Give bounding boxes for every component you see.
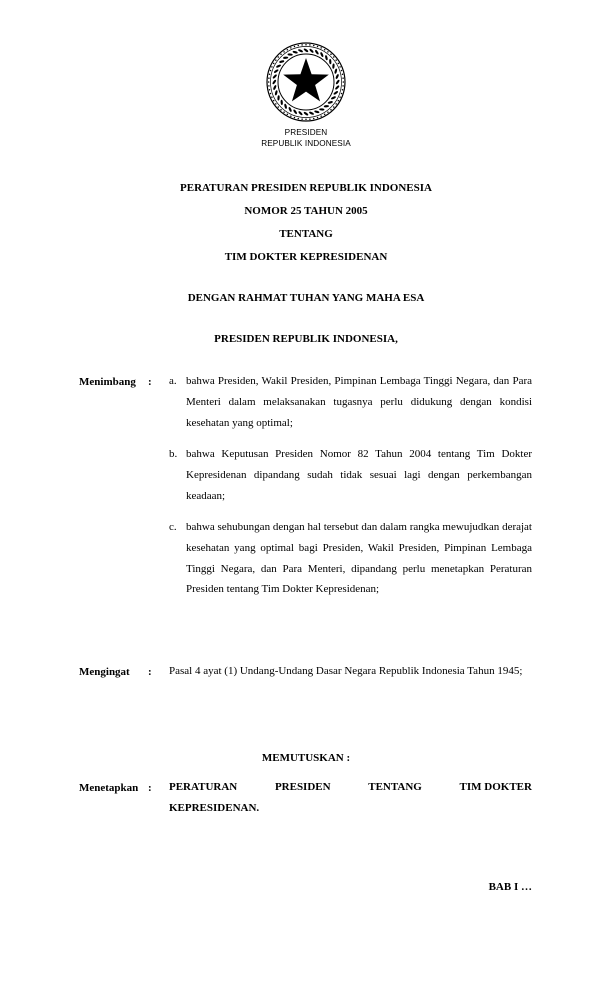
item-marker: a. [169, 375, 177, 387]
menetapkan-word: TIM DOKTER [459, 781, 532, 793]
menetapkan-line2: KEPRESIDENAN. [169, 801, 260, 814]
document-about: TENTANG [279, 228, 333, 240]
garuda-star-emblem-icon [265, 41, 347, 123]
menimbang-item [169, 517, 532, 600]
invocation: DENGAN RAHMAT TUHAN YANG MAHA ESA [187, 292, 425, 304]
issuer: PRESIDEN REPUBLIK INDONESIA, [214, 333, 398, 345]
item-text: bahwa sehubungan dengan hal tersebut dan dalam rangka mewujudkan derajat kesehatan yang optimal bagi Presiden, Wakil Presiden, Pimpinan Lembaga Tinggi Negara, dan Para Menteri, dipandang perlu menetapkan Peraturan Presiden tentang Tim Dokter Kepresidenan; [186, 521, 532, 596]
document-subject: TIM DOKTER KEPRESIDENAN [224, 251, 388, 263]
menetapkan-word: PERATURAN [169, 781, 238, 793]
menetapkan-colon: : [148, 782, 152, 794]
menetapkan-word: PRESIDEN [274, 781, 331, 793]
menimbang-item [169, 371, 532, 433]
next-page-marker: BAB I … [488, 881, 532, 893]
item-text: bahwa Keputusan Presiden Nomor 82 Tahun 2004 tentang Tim Dokter Kepresidenan dipandang sudah tidak sesuai lagi dengan perkembangan keadaan; [186, 448, 532, 502]
item-marker: c. [169, 521, 177, 533]
menetapkan-label: Menetapkan [79, 782, 139, 794]
menimbang-item [169, 444, 532, 506]
header-republic: REPUBLIK INDONESIA [261, 139, 351, 148]
menimbang-colon: : [148, 376, 152, 388]
memutuskan-heading: MEMUTUSKAN : [261, 752, 351, 764]
item-text: bahwa Presiden, Wakil Presiden, Pimpinan Lembaga Tinggi Negara, dan Para Menteri dalam melaksanakan tugasnya perlu didukung dengan kondisi kesehatan yang optimal; [186, 375, 532, 429]
document-title: PERATURAN PRESIDEN REPUBLIK INDONESIA [180, 182, 432, 194]
header-president: PRESIDEN [284, 128, 328, 137]
menetapkan-word: TENTANG [368, 781, 422, 793]
menimbang-label: Menimbang [79, 376, 136, 388]
item-marker: b. [169, 448, 178, 460]
document-number: NOMOR 25 TAHUN 2005 [244, 205, 368, 217]
mengingat-text: Pasal 4 ayat (1) Undang-Undang Dasar Negara Republik Indonesia Tahun 1945; [169, 665, 523, 677]
mengingat-colon: : [148, 666, 152, 678]
menetapkan-text [169, 777, 532, 819]
mengingat-label: Mengingat [79, 666, 130, 678]
